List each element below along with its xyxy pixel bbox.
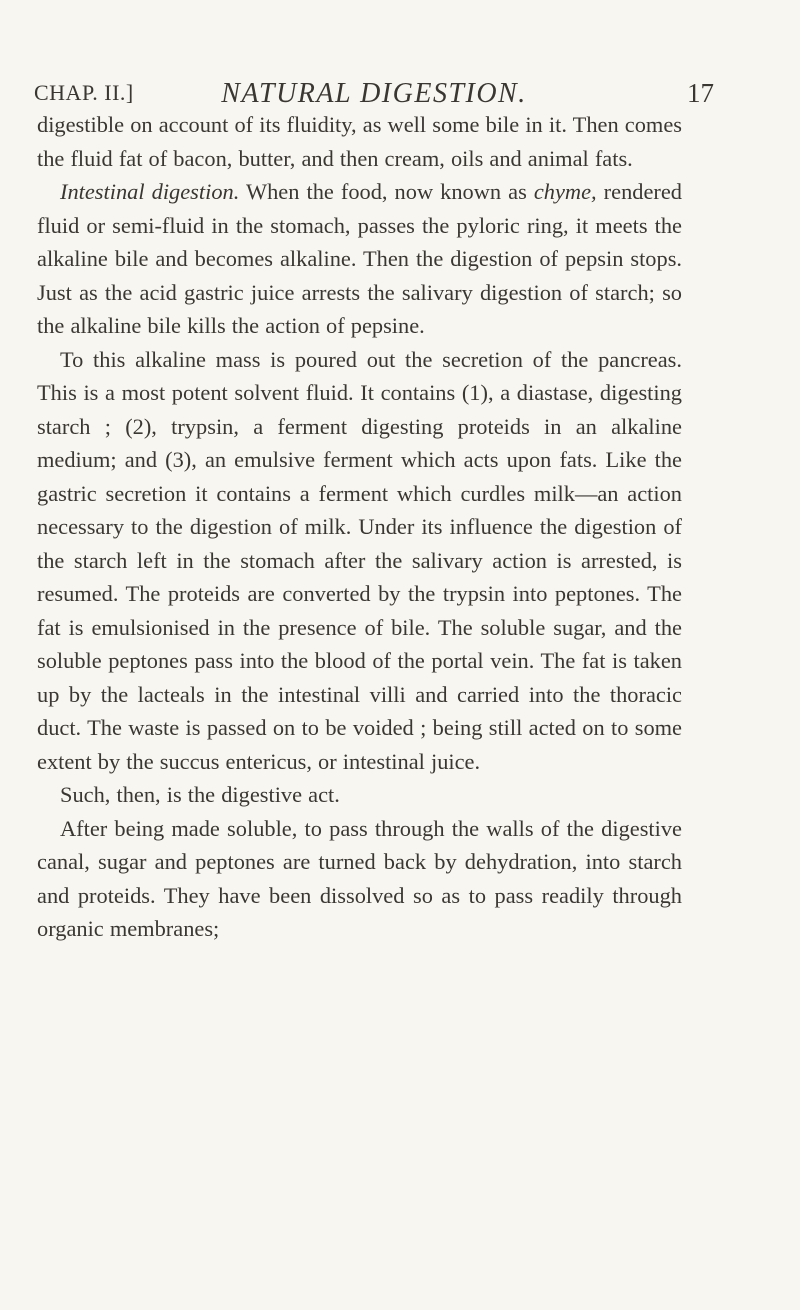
paragraph-4: Such, then, is the digestive act. bbox=[60, 782, 340, 807]
paragraph-2-text-a: When the food, now known as bbox=[239, 179, 534, 204]
page-title: NATURAL DIGESTION. bbox=[221, 78, 527, 109]
paragraph-2-text-b: rendered fluid or semi-fluid in the stomach, passes the pyloric ring, it meets the alkaline bile and becomes alkaline. Then the digestion of pepsin stops. Just as the acid gastric juice arrests the salivary digestion of starch; so the alkaline bile kills the action of pepsine. bbox=[37, 179, 682, 338]
paragraph-1: digestible on account of its fluidity, as well some bile in it. Then comes the fluid fat of bacon, butter, and then cream, oils and animal fats. bbox=[37, 112, 682, 171]
term-chyme: chyme, bbox=[533, 179, 597, 204]
paragraph-3: To this alkaline mass is poured out the secretion of the pancreas. This is a most potent solvent fluid. It contains (1), a diastase, digesting starch ; (2), trypsin, a ferment digesting proteids in an alkaline medium; and (3), an emulsive ferment which acts upon fats. Like the gastric secretion it contains a ferment which curdles milk—an action necessary to the digestion of milk. Under its influence the digestion of the starch left in the stomach after the salivary action is arrested, is resumed. The proteids are converted by the trypsin into peptones. The fat is emulsionised in the presence of bile. The soluble sugar, and the soluble peptones pass into the blood of the portal vein. The fat is taken up by the lacteals in the intestinal villi and carried into the thoracic duct. The waste is passed on to be voided ; being still acted on to some extent by the succus entericus, or intestinal juice. bbox=[37, 346, 682, 774]
paragraph-2 bbox=[37, 175, 682, 343]
body-text bbox=[37, 108, 682, 946]
section-sidehead: Intestinal digestion. bbox=[60, 179, 240, 204]
paragraph-5: After being made soluble, to pass through the walls of the digestive canal, sugar and peptones are turned back by dehydration, into starch and proteids. They have been dissolved so as to pass readily through organic membranes; bbox=[37, 815, 682, 941]
page-number: 17 bbox=[687, 78, 714, 108]
chapter-label: CHAP. II.] bbox=[34, 80, 134, 105]
